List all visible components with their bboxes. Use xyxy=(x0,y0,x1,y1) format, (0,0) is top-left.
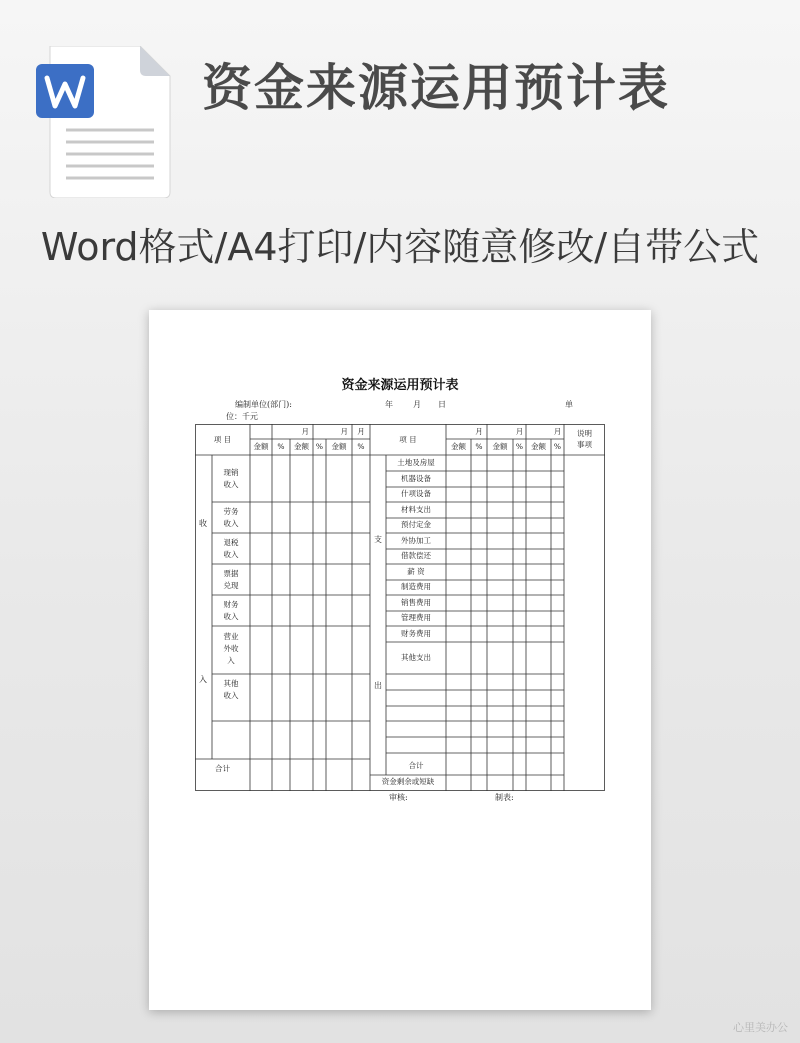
expense-total-label: 合计 xyxy=(408,761,424,770)
year-label: 年 xyxy=(385,400,393,409)
percent-header: % xyxy=(357,442,365,451)
income-item: 营业 xyxy=(223,632,239,641)
expense-item: 制造费用 xyxy=(401,582,431,591)
percent-header: % xyxy=(277,442,285,451)
month-label: 月 xyxy=(413,400,421,409)
expense-item: 什项设备 xyxy=(401,489,431,498)
preparer-label: 制表: xyxy=(495,793,514,802)
expense-label: 出 xyxy=(374,681,382,690)
word-document-icon xyxy=(36,46,172,198)
expense-item: 薪 资 xyxy=(407,567,425,576)
remark-header: 事项 xyxy=(577,440,592,449)
page-subtitle: Word格式/A4打印/内容随意修改/自带公式 xyxy=(40,225,760,269)
expense-item: 管理费用 xyxy=(401,613,431,622)
income-total-label: 合计 xyxy=(215,764,230,773)
income-item: 收入 xyxy=(223,612,239,621)
remark-header: 说明 xyxy=(577,429,592,438)
amount-header: 金额 xyxy=(253,442,269,451)
amount-header: 金额 xyxy=(331,442,347,451)
expense-item: 土地及房屋 xyxy=(397,458,435,467)
amount-header: 金额 xyxy=(294,442,309,451)
income-item: 收入 xyxy=(223,480,239,489)
expense-item: 预付定金 xyxy=(401,520,431,529)
income-item: 入 xyxy=(227,656,235,665)
amount-header: 金额 xyxy=(492,442,508,451)
month-header: 月 xyxy=(301,427,309,436)
expense-item: 财务费用 xyxy=(401,629,431,638)
amount-header: 金额 xyxy=(531,442,546,451)
income-item: 外收 xyxy=(223,644,239,653)
expense-item: 销售费用 xyxy=(401,598,431,607)
percent-header: % xyxy=(475,442,483,451)
income-item: 退税 xyxy=(223,538,239,547)
income-item: 票据 xyxy=(223,569,239,578)
income-item: 收入 xyxy=(223,550,239,559)
month-header: 月 xyxy=(357,427,365,436)
month-header: 月 xyxy=(553,427,562,436)
expense-item: 机器设备 xyxy=(401,474,431,483)
budget-table xyxy=(195,424,605,791)
expense-item: 外协加工 xyxy=(401,536,431,545)
unit-line: 编制单位(部门): xyxy=(235,400,292,409)
income-item: 财务 xyxy=(223,600,239,609)
percent-header: % xyxy=(315,442,324,451)
expense-item: 借款偿还 xyxy=(401,551,431,560)
income-item: 收入 xyxy=(223,691,239,700)
income-label: 入 xyxy=(199,675,207,684)
project-header: 项 目 xyxy=(213,435,232,444)
day-label: 日 xyxy=(438,400,446,409)
income-item: 收入 xyxy=(223,519,239,528)
income-item: 兑现 xyxy=(223,581,239,590)
document-title: 资金来源运用预计表 xyxy=(341,378,459,393)
reviewer-label: 审核: xyxy=(389,793,408,802)
percent-header: % xyxy=(515,442,524,451)
expense-label: 支 xyxy=(374,535,382,544)
unit-value: 位：千元 xyxy=(226,412,258,421)
month-header: 月 xyxy=(340,427,348,436)
income-item: 现销 xyxy=(223,468,239,477)
income-item: 其他 xyxy=(223,679,239,688)
percent-header: % xyxy=(553,442,562,451)
expense-item: 材料支出 xyxy=(401,505,431,514)
page-title: 资金来源运用预计表 xyxy=(202,59,670,117)
month-header: 月 xyxy=(515,427,524,436)
word-badge xyxy=(36,64,94,118)
document-preview xyxy=(149,310,651,1010)
month-header: 月 xyxy=(475,427,483,436)
amount-header: 金额 xyxy=(451,442,466,451)
unit-suffix: 单 xyxy=(565,400,573,409)
watermark: 心里美办公 xyxy=(733,1021,788,1034)
balance-label: 资金剩余或短缺 xyxy=(381,777,435,786)
income-item: 劳务 xyxy=(223,507,239,516)
income-label: 收 xyxy=(199,519,207,528)
expense-item: 其他支出 xyxy=(401,653,431,662)
project-header: 项 目 xyxy=(399,435,417,444)
